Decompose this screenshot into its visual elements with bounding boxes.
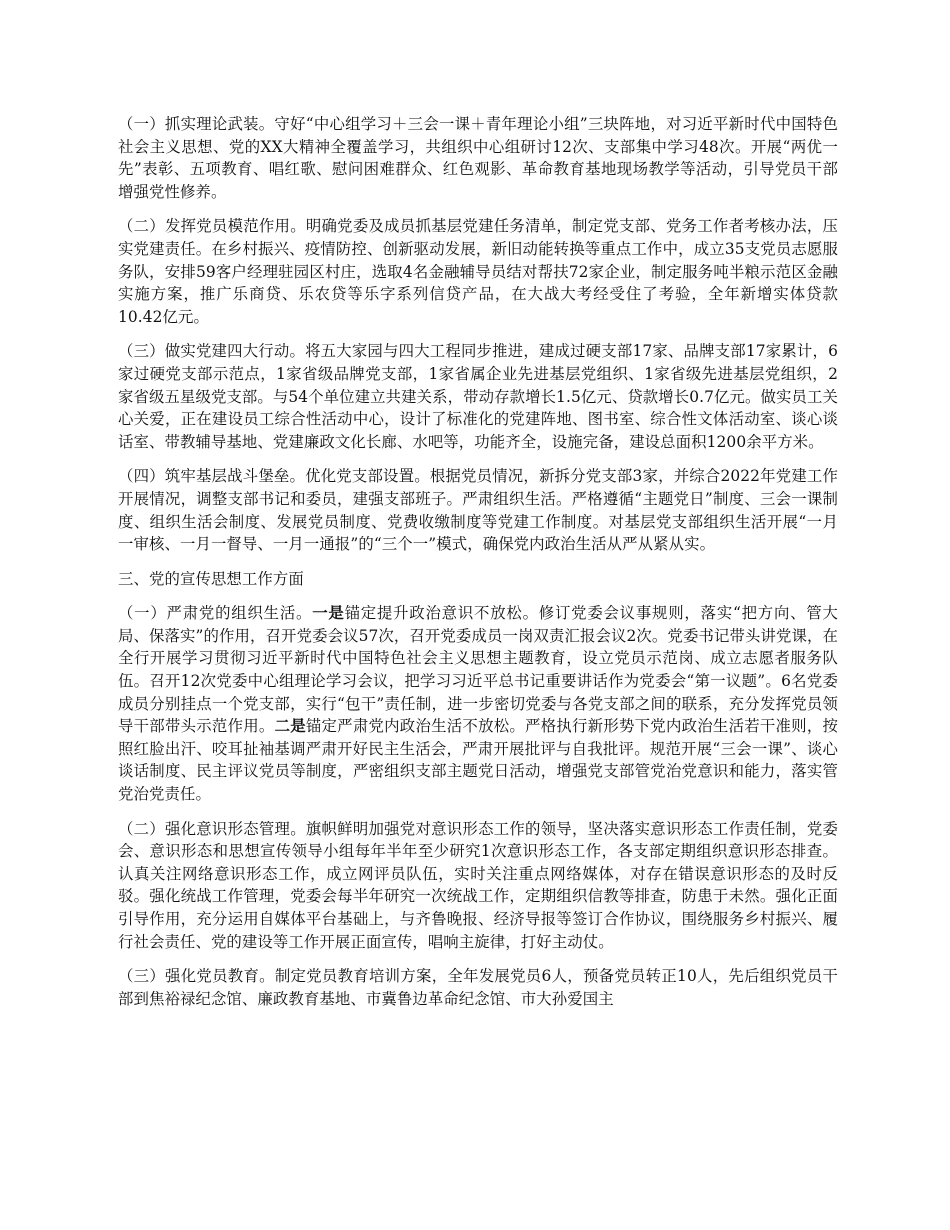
paragraph-ideology-management: （二）强化意识形态管理。旗帜鲜明加强党对意识形态工作的领导，坚决落实意识形态工作责任制，党委会、意识形态和思想宣传领导小组每年半年至少研究1次意识形态工作，各支部定期组织意识形态排查。认真关注网络意识形态工作，成立网评员队伍，实时关注重点网络媒体，对存在错误意识形态的及时反驳。强化统战工作管理，党委会每半年研究一次统战工作，定期组织信教等排查，防患于未然。强化正面引导作用，充分运用自媒体平台基础上，与齐鲁晚报、经济导报等签订合作协议，围绕服务乡村振兴、履行社会责任、党的建设等工作开展正面宣传，唱响主旋律，打好主动仗。 bbox=[118, 819, 838, 951]
paragraph-four-actions: （三）做实党建四大行动。将五大家园与四大工程同步推进，建成过硬支部17家、品牌支部17家累计，6家过硬党支部示范点，1家省级品牌党支部，1家省属企业先进基层党组织、1家省级先进基层党组织，2家省级五星级党支部。与54个单位建立共建关系，带动存款增长1.5亿元、贷款增长0.7亿元。做实员工关心关爱，正在建设员工综合性活动中心，设计了标准化的党建阵地、图书室、综合性文体活动室、谈心谈话室、带教辅导基地、党建廉政文化长廊、水吧等，功能齐全，设施完备，建设总面积1200余平方米。 bbox=[118, 342, 838, 451]
organizational-life-point-two: 锚定严肃党内政治生活不放松。严格执行新形势下党内政治生活若干准则，按照红脸出汗、咬耳扯袖基调严肃开好民主生活会，严肃开展批评与自我批评。规范开展“三会一课”、谈心谈话制度、民主评议党员等制度，严密组织支部主题党日活动，增强党支部管党治党意识和能力，落实管党治党责任。 bbox=[118, 717, 838, 804]
point-one-label: 一是 bbox=[312, 604, 345, 623]
organizational-life-lead: （一）严肃党的组织生活。 bbox=[118, 604, 313, 623]
paragraph-organizational-life bbox=[118, 602, 838, 805]
paragraph-party-member-role: （二）发挥党员模范作用。明确党委及成员抓基层党建任务清单，制定党支部、党务工作者考核办法，压实党建责任。在乡村振兴、疫情防控、创新驱动发展，新旧动能转换等重点工作中，成立35支党员志愿服务队，安排59客户经理驻园区村庄，选取4名金融辅导员结对帮扶72家企业，制定服务吨半粮示范区金融实施方案，推广乐商贷、乐农贷等乐字系列信贷产品，在大战大考经受住了考验，全年新增实体贷款10.42亿元。 bbox=[118, 217, 838, 326]
organizational-life-point-one: 锚定提升政治意识不放松。修订党委会议事规则，落实“把方向、管大局、保落实”的作用，召开党委会议57次，召开党委成员一岗双责汇报会议2次。党委书记带头讲党课，在全行开展学习贯彻习近平新时代中国特色社会主义思想主题教育，设立党员示范岗、成立志愿者服务队伍。召开12次党委中心组理论学习会议，把学习习近平总书记重要讲话作为党委会“第一议题”。6名党委成员分别挂点一个党支部，实行“包干”责任制，进一步密切党委与各党支部之间的联系，充分发挥党员领导干部带头示范作用。 bbox=[118, 604, 839, 736]
point-two-label: 二是 bbox=[274, 717, 306, 736]
paragraph-grassroots-fortress: （四）筑牢基层战斗堡垒。优化党支部设置。根据党员情况，新拆分党支部3家，并综合2022年党建工作开展情况，调整支部书记和委员，建强支部班子。严肃组织生活。严格遵循“主题党日”制度、三会一课制度、组织生活会制度、发展党员制度、党费收缴制度等党建工作制度。对基层党支部组织生活开展“一月一审核、一月一督导、一月一通报”的“三个一”模式，确保党内政治生活从严从紧从实。 bbox=[118, 467, 838, 554]
paragraph-member-education: （三）强化党员教育。制定党员教育培训方案，全年发展党员6人，预备党员转正10人，先后组织党员干部到焦裕禄纪念馆、廉政教育基地、市冀鲁边革命纪念馆、市大孙爱国主 bbox=[118, 967, 838, 1008]
section-heading: 三、党的宣传思想工作方面 bbox=[118, 569, 304, 588]
paragraph-theory-study: （一）抓实理论武装。守好“中心组学习＋三会一课＋青年理论小组”三块阵地，对习近平新时代中国特色社会主义思想、党的XX大精神全覆盖学习，共组织中心组研讨12次、支部集中学习48次。开展“两优一先”表彰、五项教育、唱红歌、慰问困难群众、红色观影、革命教育基地现场教学等活动，引导党员干部增强党性修养。 bbox=[118, 115, 838, 201]
document-page bbox=[118, 113, 838, 1022]
